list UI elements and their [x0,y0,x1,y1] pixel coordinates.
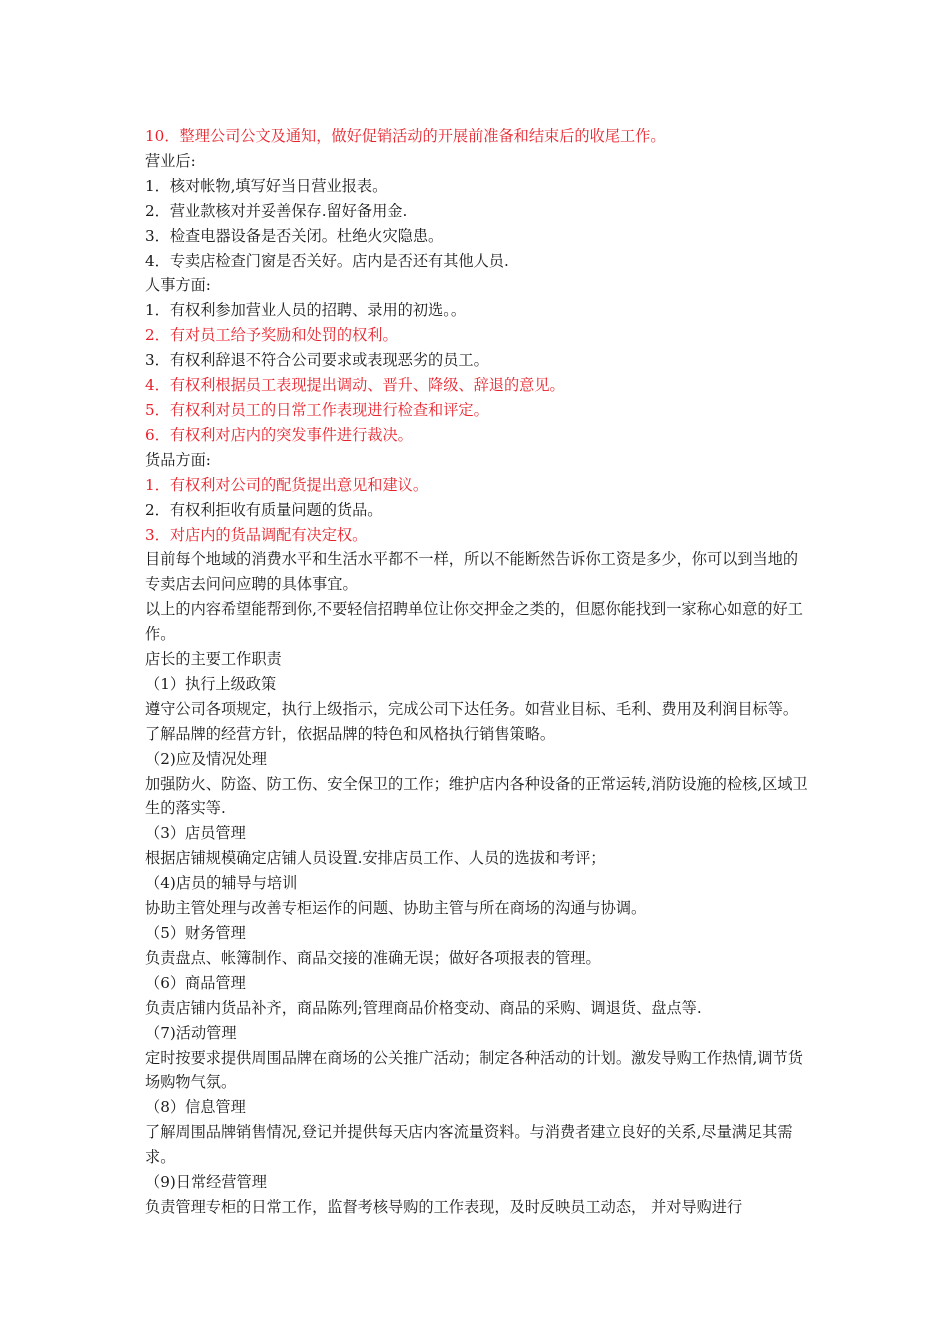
paragraph: （9)日常经营管理 [145,1173,267,1192]
paragraph: 3．检查电器设备是否关闭。杜绝火灾隐患。 [145,226,444,245]
paragraph: 货品方面: [145,450,211,469]
paragraph: 1．有权利参加营业人员的招聘、录用的初选。。 [145,301,467,320]
paragraph: （2)应及情况处理 [145,749,267,768]
paragraph: 人事方面: [145,276,211,295]
highlighted-paragraph: 5．有权利对员工的日常工作表现进行检查和评定。 [145,400,489,419]
paragraph: 定时按要求提供周围品牌在商场的公关推广活动；制定各种活动的计划。激发导购工作热情,调节货场购物气氛。 [145,1048,803,1092]
highlighted-paragraph: 1．有权利对公司的配货提出意见和建议。 [145,475,429,494]
highlighted-paragraph: 6．有权利对店内的突发事件进行裁决。 [145,425,413,444]
paragraph: 目前每个地域的消费水平和生活水平都不一样，所以不能断然告诉你工资是多少，你可以到当地的专卖店去问问应聘的具体事宜。 [145,550,799,594]
paragraph: 3．有权利辞退不符合公司要求或表现恶劣的员工。 [145,351,489,370]
paragraph: （3）店员管理 [145,824,246,843]
paragraph: 负责店铺内货品补齐，商品陈列;管理商品价格变动、商品的采购、调退货、盘点等. [145,998,702,1017]
paragraph: 了解周围品牌销售情况,登记并提供每天店内客流量资料。与消费者建立良好的关系,尽量满足其需求。 [145,1123,793,1167]
paragraph: （6）商品管理 [145,973,246,992]
paragraph: 加强防火、防盗、防工伤、安全保卫的工作；维护店内各种设备的正常运转,消防设施的检核,区域卫生的落实等. [145,774,808,818]
highlighted-paragraph: 3．对店内的货品调配有决定权。 [145,525,368,544]
highlighted-paragraph: 2．有对员工给予奖励和处罚的权利。 [145,326,398,345]
highlighted-paragraph: 10．整理公司公文及通知，做好促销活动的开展前准备和结束后的收尾工作。 [145,127,666,145]
paragraph: 2．有权利拒收有质量问题的货品。 [145,500,383,519]
paragraph: （1）执行上级政策 [145,674,277,693]
paragraph: 4．专卖店检查门窗是否关好。店内是否还有其他人员. [145,251,509,270]
paragraph: 根据店铺规模确定店铺人员设置.安排店员工作、人员的选拔和考评； [145,849,606,868]
paragraph: （7)活动管理 [145,1023,237,1042]
paragraph: 协助主管处理与改善专柜运作的问题、协助主管与所在商场的沟通与协调。 [145,899,647,918]
paragraph: 负责管理专柜的日常工作，监督考核导购的工作表现，及时反映员工动态， 并对导购进行 [145,1197,743,1216]
paragraph: 营业后: [145,151,196,170]
paragraph: 遵守公司各项规定，执行上级指示，完成公司下达任务。如营业目标、毛利、费用及利润目标等。了解品牌的经营方针，依据品牌的特色和风格执行销售策略。 [145,699,799,743]
document-page [145,124,813,1220]
paragraph: 1．核对帐物,填写好当日营业报表。 [145,176,388,195]
paragraph: 以上的内容希望能帮到你,不要轻信招聘单位让你交押金之类的，但愿你能找到一家称心如意的好工作。 [145,600,803,644]
paragraph: （8）信息管理 [145,1098,246,1117]
paragraph: 店长的主要工作职责 [145,650,282,669]
paragraph: （4)店员的辅导与培训 [145,874,298,893]
paragraph: （5）财务管理 [145,924,246,942]
paragraph: 负责盘点、帐簿制作、商品交接的准确无误；做好各项报表的管理。 [145,948,601,967]
highlighted-paragraph: 4．有权利根据员工表现提出调动、晋升、降级、辞退的意见。 [145,376,565,395]
paragraph: 2．营业款核对并妥善保存.留好备用金. [145,201,408,220]
